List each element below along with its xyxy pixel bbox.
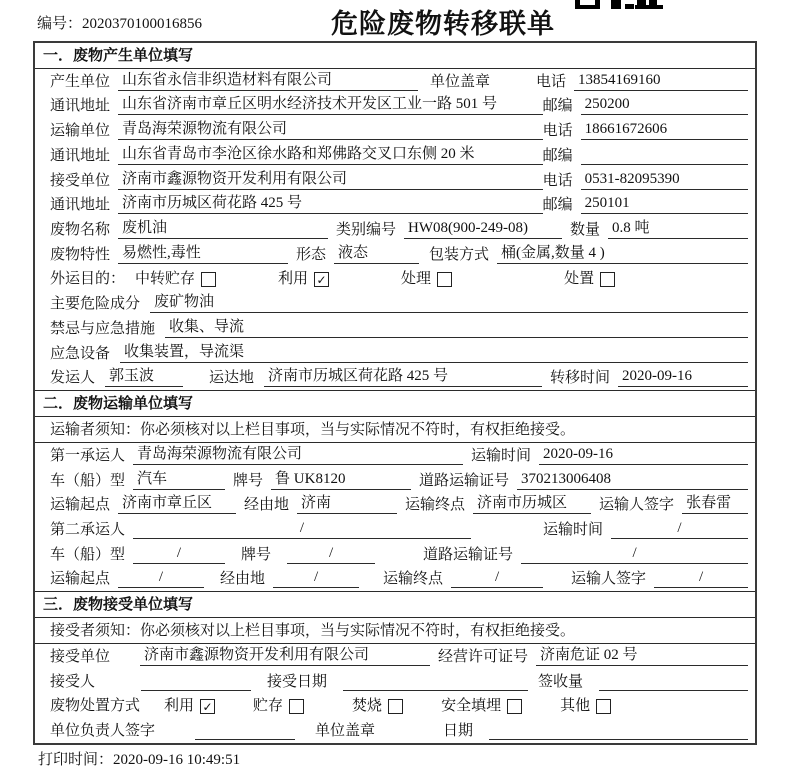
row-producer	[35, 69, 755, 94]
vehicle1-type-value: 汽车	[133, 470, 225, 490]
unit-seal-label: 单位盖章	[430, 73, 491, 90]
purpose-option-utilize	[278, 267, 329, 288]
transport-time-label: 运输时间	[471, 447, 532, 464]
purpose-option-treat	[401, 267, 452, 288]
disposal-method-label: 废物处置方式	[50, 698, 141, 715]
producer-phone-group	[536, 70, 748, 91]
document-number-label: 编号：	[37, 16, 83, 32]
transfer-date-value: 2020-09-16	[618, 367, 748, 387]
print-time-label: 打印时间：	[38, 752, 114, 768]
date-value	[489, 739, 748, 740]
packing-value: 桶(金属,数量 4 )	[497, 244, 748, 264]
row-receiving-person	[35, 669, 755, 694]
phone-label: 电话	[542, 172, 573, 189]
receiving-date-label: 接受日期	[267, 673, 328, 690]
row-route1	[35, 493, 755, 518]
sign2-value: /	[654, 568, 748, 588]
road-license-label: 道路运输证号	[423, 546, 514, 563]
transporter-address-value: 山东省青岛市李沧区徐水路和郑佛路交叉口东侧 20 米	[118, 145, 543, 165]
transporter-label: 运输单位	[50, 123, 111, 140]
receiver-zip-value: 250101	[581, 194, 748, 214]
via2-value: /	[273, 568, 359, 588]
receipt-quantity-label: 签收量	[538, 673, 584, 690]
receiver-phone-value: 0531-82095390	[581, 170, 748, 190]
disposal-option-other	[560, 694, 611, 715]
waste-name-label: 废物名称	[50, 222, 111, 239]
row-vehicle1	[35, 468, 755, 493]
via-label: 经由地	[244, 497, 290, 514]
zip-label: 邮编	[542, 98, 573, 115]
transport-time-label: 运输时间	[543, 521, 604, 538]
producer-zip-value: 250200	[581, 95, 748, 115]
row-receiver-notice	[35, 618, 755, 644]
address-label: 通讯地址	[50, 147, 111, 164]
receiver-zip-group	[543, 193, 748, 214]
address-label: 通讯地址	[50, 197, 111, 214]
checkbox-unchecked	[507, 699, 522, 714]
disposal-option-incinerate	[352, 694, 403, 715]
transporter-zip-group	[543, 144, 748, 165]
category-label: 类别编号	[336, 222, 397, 239]
disposal-option-incinerate-label: 焚烧	[352, 698, 383, 715]
transporter-value: 青岛海荣源物流有限公司	[118, 120, 543, 140]
section2-header: 二．废物运输单位填写	[35, 390, 755, 417]
row-taboo-measures	[35, 316, 755, 341]
purpose-option-treat-label: 处理	[401, 271, 432, 288]
first-carrier-value: 青岛海荣源物流有限公司	[133, 445, 463, 465]
section3-header: 三．废物接受单位填写	[35, 591, 755, 618]
row-producer-address	[35, 94, 755, 119]
checkbox-unchecked	[289, 699, 304, 714]
disposal-option-storage-label: 贮存	[253, 698, 284, 715]
origin-label: 运输起点	[50, 571, 111, 588]
row-second-carrier	[35, 517, 755, 542]
taboo-value: 收集、导流	[165, 318, 748, 338]
row-disposal-method	[35, 694, 755, 719]
row-route2	[35, 567, 755, 592]
section1-header: 一．废物产生单位填写	[35, 43, 755, 69]
via-label: 经由地	[220, 571, 266, 588]
packing-label: 包装方式	[429, 246, 490, 263]
quantity-label: 数量	[570, 222, 601, 239]
checkbox-unchecked	[201, 272, 216, 287]
disposal-option-utilize	[164, 694, 215, 715]
producer-phone-value: 13854169160	[574, 71, 748, 91]
transporter-phone-value: 18661672606	[581, 120, 748, 140]
row-emergency-equipment	[35, 341, 755, 366]
license2-value: /	[521, 544, 748, 564]
purpose-option-storage	[135, 267, 216, 288]
second-carrier-time-value: /	[611, 519, 748, 539]
license1-value: 370213006408	[517, 470, 748, 490]
producer-value: 山东省永信非织造材料有限公司	[118, 71, 418, 91]
destination-label: 运达地	[209, 370, 255, 387]
receiver-address-value: 济南市历城区荷花路 425 号	[118, 194, 543, 214]
receiver-notice-text: 接受者须知：你必须核对以上栏目事项，当与实际情况不符时，有权拒绝接受。	[50, 623, 576, 640]
waste-name-value: 废机油	[118, 219, 328, 239]
endpoint-label: 运输终点	[405, 497, 466, 514]
equipment-label: 应急设备	[50, 345, 111, 362]
phone-label: 电话	[536, 73, 567, 90]
row-receiver	[35, 168, 755, 193]
permit-value: 济南危证 02 号	[536, 646, 748, 666]
checkbox-checked	[314, 272, 329, 287]
disposal-option-landfill	[441, 694, 522, 715]
receiver-label: 接受单位	[50, 172, 111, 189]
receiving-unit-label: 接受单位	[50, 648, 111, 665]
row-transporter-notice	[35, 417, 755, 443]
category-code-value: HW08(900-249-08)	[404, 219, 562, 239]
checkbox-unchecked	[388, 699, 403, 714]
transfer-form-table	[33, 41, 757, 745]
vehicle2-type-value: /	[133, 544, 225, 564]
hazard-value: 废矿物油	[150, 293, 748, 313]
receiving-date-value	[343, 690, 528, 691]
receiver-phone-group	[543, 169, 748, 190]
plate-label: 牌号	[233, 472, 264, 489]
row-first-carrier	[35, 443, 755, 468]
plate-label: 牌号	[241, 546, 272, 563]
unit-seal-label: 单位盖章	[315, 722, 376, 739]
qr-code-fragment	[575, 0, 663, 9]
producer-address-value: 山东省济南市章丘区明水经济技术开发区工业一路 501 号	[118, 95, 543, 115]
form-label: 形态	[296, 246, 327, 263]
checkbox-checked	[200, 699, 215, 714]
end1-value: 济南市历城区	[473, 494, 591, 514]
transporter-zip-value	[581, 164, 748, 165]
purpose-label: 外运目的：	[50, 271, 126, 288]
purpose-option-utilize-label: 利用	[278, 271, 309, 288]
second-carrier-label: 第二承运人	[50, 521, 126, 538]
road-license-label: 道路运输证号	[419, 472, 510, 489]
plate1-value: 鲁 UK8120	[271, 470, 411, 490]
carrier-sign-label: 运输人签字	[571, 571, 647, 588]
print-time	[38, 748, 240, 769]
check-mark-icon: ✓	[316, 272, 327, 287]
second-carrier-value: /	[133, 519, 471, 539]
endpoint-label: 运输终点	[383, 571, 444, 588]
row-vehicle2	[35, 542, 755, 567]
leader-signature-value	[195, 739, 295, 740]
row-leader-signature	[35, 718, 755, 743]
checkbox-unchecked	[437, 272, 452, 287]
receipt-quantity-value	[599, 690, 748, 691]
disposal-option-utilize-label: 利用	[164, 698, 195, 715]
document-number-value: 2020370100016856	[82, 16, 203, 32]
row-waste-character	[35, 242, 755, 267]
taboo-label: 禁忌与应急措施	[50, 320, 156, 337]
carrier-sign-label: 运输人签字	[599, 497, 675, 514]
shipper-label: 发运人	[50, 370, 96, 387]
quantity-value: 0.8 吨	[608, 219, 748, 239]
receiving-unit-value: 济南市鑫源物资开发利用有限公司	[140, 646, 430, 666]
phone-label: 电话	[542, 123, 573, 140]
permit-label: 经营许可证号	[438, 648, 529, 665]
transfer-date-label: 转移时间	[550, 370, 611, 387]
shipper-value: 郭玉波	[105, 367, 183, 387]
origin-label: 运输起点	[50, 497, 111, 514]
transporter-notice-text: 运输者须知：你必须核对以上栏目事项，当与实际情况不符时，有权拒绝接受。	[50, 422, 576, 439]
row-transporter-address	[35, 143, 755, 168]
date-label: 日期	[443, 722, 474, 739]
row-receiving-unit	[35, 644, 755, 669]
disposal-option-storage	[253, 694, 304, 715]
purpose-option-dispose-label: 处置	[564, 271, 595, 288]
equipment-value: 收集装置，导流渠	[120, 343, 748, 363]
vehicle-type-label: 车（船）型	[50, 546, 126, 563]
zip-label: 邮编	[542, 197, 573, 214]
row-waste-name	[35, 217, 755, 242]
row-transporter	[35, 118, 755, 143]
receiver-value: 济南市鑫源物资开发利用有限公司	[118, 170, 543, 190]
row-receiver-address	[35, 193, 755, 218]
origin2-value: /	[118, 568, 204, 588]
via1-value: 济南	[297, 494, 397, 514]
document-number	[37, 12, 202, 33]
hazard-label: 主要危险成分	[50, 296, 141, 313]
receiving-person-value	[141, 690, 251, 691]
producer-label: 产生单位	[50, 73, 111, 90]
row-transfer-purpose	[35, 267, 755, 292]
checkbox-unchecked	[596, 699, 611, 714]
check-mark-icon: ✓	[202, 699, 213, 714]
disposal-option-other-label: 其他	[560, 698, 591, 715]
disposal-option-landfill-label: 安全填埋	[441, 698, 502, 715]
plate2-value: /	[287, 544, 375, 564]
transporter-phone-group	[543, 119, 748, 140]
first-carrier-label: 第一承运人	[50, 447, 126, 464]
leader-signature-label: 单位负责人签字	[50, 722, 156, 739]
end2-value: /	[451, 568, 543, 588]
row-hazard-component	[35, 291, 755, 316]
page-title: 危险废物转移联单	[331, 9, 555, 39]
form-value: 液态	[334, 244, 419, 264]
zip-label: 邮编	[542, 147, 573, 164]
address-label: 通讯地址	[50, 98, 111, 115]
origin1-value: 济南市章丘区	[118, 494, 236, 514]
receiving-person-label: 接受人	[50, 673, 96, 690]
purpose-option-dispose	[564, 267, 615, 288]
first-carrier-time-value: 2020-09-16	[539, 445, 748, 465]
print-time-value: 2020-09-16 10:49:51	[113, 752, 241, 768]
sign1-value: 张春雷	[682, 494, 748, 514]
character-label: 废物特性	[50, 246, 111, 263]
row-shipper	[35, 366, 755, 391]
purpose-option-storage-label: 中转贮存	[135, 271, 196, 288]
destination-value: 济南市历城区荷花路 425 号	[264, 367, 542, 387]
checkbox-unchecked	[600, 272, 615, 287]
character-value: 易燃性,毒性	[118, 244, 288, 264]
vehicle-type-label: 车（船）型	[50, 472, 126, 489]
producer-zip-group	[543, 94, 748, 115]
